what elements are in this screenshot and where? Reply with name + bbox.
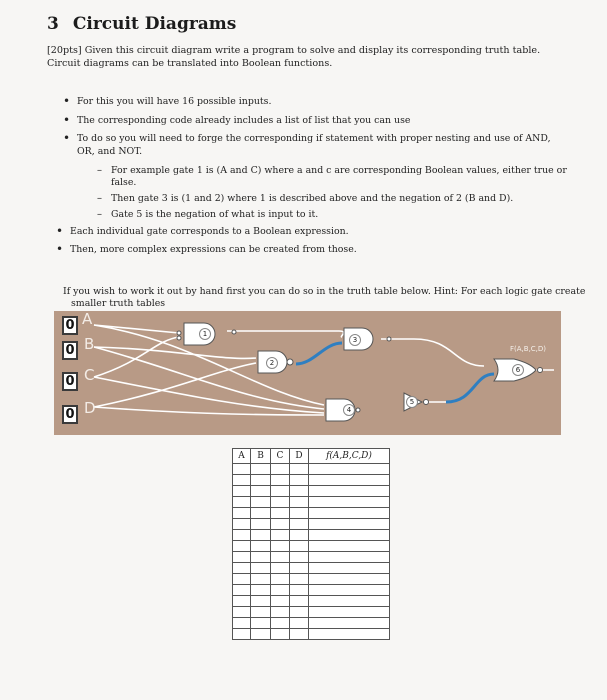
truth-table-row	[233, 486, 390, 497]
truth-table-cell[interactable]	[233, 497, 251, 508]
truth-table-cell[interactable]	[290, 563, 309, 574]
section-title: Circuit Diagrams	[72, 14, 237, 34]
gate-number-5: 5	[406, 396, 418, 408]
truth-table-cell[interactable]	[233, 486, 251, 497]
instruction-text: To do so you will need to forge the corresponding if statement with proper nesting and use of AND, OR, and NOT.	[77, 133, 551, 157]
truth-table-row	[233, 574, 390, 585]
gate-number-1: 1	[199, 328, 211, 340]
truth-table-cell[interactable]	[271, 574, 290, 585]
truth-table-cell[interactable]	[251, 508, 271, 519]
truth-table-row	[233, 618, 390, 629]
truth-table-cell[interactable]	[251, 629, 271, 640]
truth-table-cell[interactable]	[233, 574, 251, 585]
instruction-item: • For this you will have 16 possible inputs.	[63, 96, 568, 108]
truth-table-row	[233, 552, 390, 563]
truth-table-header-row	[233, 449, 390, 464]
truth-table-cell[interactable]	[251, 464, 271, 475]
truth-table-cell[interactable]	[290, 475, 309, 486]
truth-table-cell[interactable]	[251, 486, 271, 497]
truth-table-row	[233, 563, 390, 574]
truth-table-cell[interactable]	[309, 475, 390, 486]
truth-table-cell[interactable]	[290, 508, 309, 519]
sub-instruction-item: – For example gate 1 is (A and C) where a and c are corresponding Boolean values, either true or false.	[97, 165, 568, 189]
truth-table-cell[interactable]	[251, 618, 271, 629]
truth-table-cell[interactable]	[290, 497, 309, 508]
gate-number-6: 6	[512, 364, 524, 376]
truth-table-cell[interactable]	[309, 541, 390, 552]
instruction-list	[63, 96, 568, 261]
truth-table-cell[interactable]	[309, 552, 390, 563]
instruction-item: • Then, more complex expressions can be created from those.	[56, 244, 568, 256]
truth-table-cell[interactable]	[309, 519, 390, 530]
problem-text: Given this circuit diagram write a program to solve and display its corresponding truth table. Circuit diagrams can be translated into Boolean functions.	[47, 45, 541, 69]
header-b: B	[251, 449, 271, 464]
input-b-label: B	[84, 335, 95, 353]
truth-table-row	[233, 519, 390, 530]
truth-table-cell[interactable]	[233, 475, 251, 486]
gate-number-4: 4	[343, 404, 355, 416]
truth-table-cell[interactable]	[309, 497, 390, 508]
gate-number-2: 2	[266, 357, 278, 369]
truth-table-cell[interactable]	[233, 563, 251, 574]
truth-table-cell[interactable]	[290, 530, 309, 541]
truth-table-cell[interactable]	[251, 596, 271, 607]
truth-table-cell[interactable]	[251, 541, 271, 552]
truth-table-cell[interactable]	[271, 486, 290, 497]
truth-table-cell[interactable]	[290, 519, 309, 530]
circuit-diagram	[54, 311, 561, 435]
truth-table-cell[interactable]	[309, 508, 390, 519]
input-c-label: C	[84, 366, 95, 384]
truth-table-cell[interactable]	[271, 618, 290, 629]
sub-instruction-list	[97, 165, 568, 222]
truth-table-cell[interactable]	[309, 464, 390, 475]
truth-table-cell[interactable]	[290, 618, 309, 629]
truth-table-cell[interactable]	[233, 618, 251, 629]
truth-table-cell[interactable]	[309, 629, 390, 640]
truth-table-cell[interactable]	[251, 519, 271, 530]
header-a: A	[233, 449, 251, 464]
truth-table-cell[interactable]	[251, 563, 271, 574]
hint-text: If you wish to work it out by hand first you can do so in the truth table below. Hint: For each logic gate create smaller truth tables	[63, 286, 586, 309]
truth-table-cell[interactable]	[251, 607, 271, 618]
header-c: C	[271, 449, 290, 464]
truth-table-cell[interactable]	[309, 563, 390, 574]
truth-table-cell[interactable]	[251, 552, 271, 563]
instruction-item: • The corresponding code already includes a list of list that you can use	[63, 115, 568, 127]
instruction-item	[63, 133, 568, 221]
sub-instruction-item: – Then gate 3 is (1 and 2) where 1 is described above and the negation of 2 (B and D).	[97, 193, 568, 205]
truth-table-cell[interactable]	[271, 497, 290, 508]
truth-table-row	[233, 530, 390, 541]
truth-table-cell[interactable]	[271, 464, 290, 475]
truth-table-cell[interactable]	[251, 574, 271, 585]
instruction-item: • Each individual gate corresponds to a Boolean expression.	[56, 226, 568, 238]
input-b-value[interactable]: 0	[62, 341, 78, 360]
truth-table	[232, 448, 390, 640]
truth-table-row	[233, 596, 390, 607]
truth-table-cell[interactable]	[271, 585, 290, 596]
truth-table-cell[interactable]	[233, 585, 251, 596]
wires	[94, 325, 554, 415]
gate-number-3: 3	[349, 334, 361, 346]
truth-table-cell[interactable]	[290, 464, 309, 475]
truth-table-cell[interactable]	[290, 552, 309, 563]
points-label: [20pts]	[47, 45, 82, 56]
truth-table-cell[interactable]	[290, 541, 309, 552]
input-c-value[interactable]: 0	[62, 372, 78, 391]
truth-table-cell[interactable]	[233, 596, 251, 607]
truth-table-cell[interactable]	[233, 552, 251, 563]
truth-table-row	[233, 629, 390, 640]
truth-table-cell[interactable]	[233, 508, 251, 519]
truth-table-cell[interactable]	[309, 607, 390, 618]
truth-table-cell[interactable]	[271, 563, 290, 574]
truth-table-cell[interactable]	[251, 475, 271, 486]
input-a-label: A	[82, 310, 93, 328]
active-wires	[296, 343, 494, 402]
truth-table-cell[interactable]	[271, 629, 290, 640]
truth-table-cell[interactable]	[309, 530, 390, 541]
sub-instruction-item: – Gate 5 is the negation of what is input to it.	[97, 209, 568, 221]
truth-table-cell[interactable]	[271, 607, 290, 618]
truth-table-cell[interactable]	[271, 541, 290, 552]
input-d-value[interactable]: 0	[62, 405, 78, 424]
truth-table-cell[interactable]	[309, 574, 390, 585]
truth-table-cell[interactable]	[290, 596, 309, 607]
truth-table-cell[interactable]	[309, 618, 390, 629]
truth-table-cell[interactable]	[290, 486, 309, 497]
section-heading	[47, 14, 236, 34]
truth-table-cell[interactable]	[271, 475, 290, 486]
truth-table-cell[interactable]	[309, 596, 390, 607]
truth-table-cell[interactable]	[271, 552, 290, 563]
input-d-label: D	[84, 399, 96, 417]
truth-table-cell[interactable]	[290, 629, 309, 640]
problem-statement	[47, 45, 572, 70]
truth-table-row	[233, 497, 390, 508]
truth-table-cell[interactable]	[233, 541, 251, 552]
truth-table-body	[233, 464, 390, 640]
truth-table-cell[interactable]	[271, 508, 290, 519]
truth-table-cell[interactable]	[290, 574, 309, 585]
truth-table-row	[233, 464, 390, 475]
truth-table-cell[interactable]	[290, 585, 309, 596]
truth-table-cell[interactable]	[271, 530, 290, 541]
truth-table-cell[interactable]	[271, 596, 290, 607]
output-label: F(A,B,C,D)	[510, 345, 547, 353]
truth-table-row	[233, 541, 390, 552]
truth-table-cell[interactable]	[233, 464, 251, 475]
truth-table-cell[interactable]	[309, 486, 390, 497]
truth-table-cell[interactable]	[233, 629, 251, 640]
truth-table-cell[interactable]	[233, 530, 251, 541]
truth-table-row	[233, 585, 390, 596]
truth-table-row	[233, 475, 390, 486]
truth-table-cell[interactable]	[290, 607, 309, 618]
truth-table-cell[interactable]	[271, 519, 290, 530]
input-a-value[interactable]: 0	[62, 316, 78, 335]
truth-table-cell[interactable]	[309, 585, 390, 596]
header-d: D	[290, 449, 309, 464]
truth-table-cell[interactable]	[233, 607, 251, 618]
truth-table-cell[interactable]	[251, 530, 271, 541]
truth-table-cell[interactable]	[251, 585, 271, 596]
header-f: f(A,B,C,D)	[309, 449, 390, 464]
circuit-wiring	[54, 311, 561, 435]
truth-table-cell[interactable]	[233, 519, 251, 530]
truth-table-cell[interactable]	[251, 497, 271, 508]
truth-table-row	[233, 508, 390, 519]
truth-table-row	[233, 607, 390, 618]
section-number: 3	[47, 14, 59, 34]
